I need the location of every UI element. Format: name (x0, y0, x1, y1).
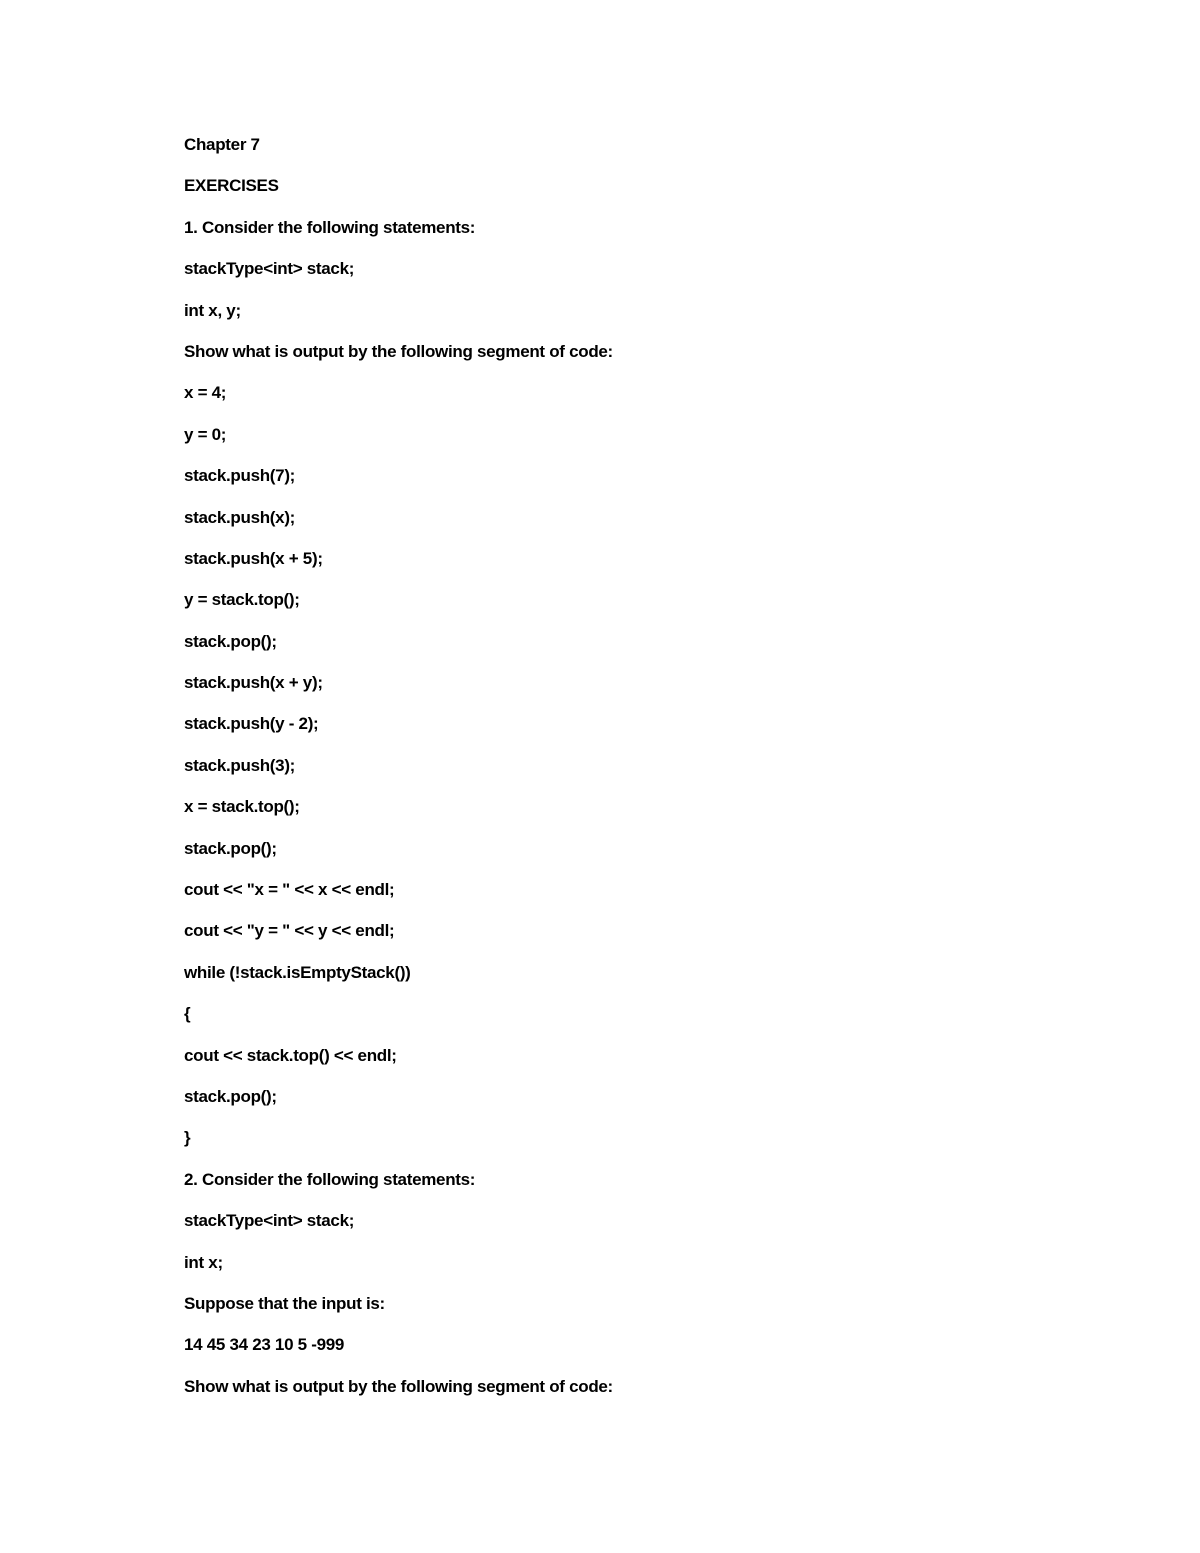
code-line: cout << "x = " << x << endl; (184, 880, 395, 900)
code-line: } (184, 1128, 191, 1148)
code-line: stack.pop(); (184, 631, 277, 651)
code-line: { (184, 1004, 191, 1024)
code-line: x = 4; (184, 383, 227, 403)
chapter-title: Chapter 7 (184, 135, 260, 154)
code-line: stack.push(x + 5); (184, 548, 323, 568)
code-line: stack.push(x + y); (184, 673, 323, 693)
code-line: x = stack.top(); (184, 797, 300, 817)
code-line: stack.push(3); (184, 755, 296, 775)
code-line: stack.pop(); (184, 838, 277, 858)
exercise-1-declaration: int x, y; (184, 300, 241, 320)
exercise-1-instruction: Show what is output by the following segment of code: (184, 341, 613, 361)
exercise-2-instruction: Show what is output by the following segment of code: (184, 1376, 613, 1396)
code-line: stack.push(7); (184, 466, 296, 486)
code-line: stack.push(y - 2); (184, 714, 319, 734)
code-line: stack.pop(); (184, 1086, 277, 1106)
code-line: cout << "y = " << y << endl; (184, 921, 395, 941)
exercise-2-prompt: 2. Consider the following statements: (184, 1169, 476, 1189)
code-line: stack.push(x); (184, 507, 296, 527)
exercise-1-prompt: 1. Consider the following statements: (184, 217, 476, 237)
code-line: y = 0; (184, 424, 227, 444)
document-content (184, 133, 1084, 1416)
exercise-2-input-label: Suppose that the input is: (184, 1293, 385, 1313)
exercise-1-declaration: stackType<int> stack; (184, 259, 355, 279)
code-line: cout << stack.top() << endl; (184, 1045, 397, 1065)
code-line: while (!stack.isEmptyStack()) (184, 962, 411, 982)
code-line: y = stack.top(); (184, 590, 300, 610)
exercise-2-declaration: stackType<int> stack; (184, 1211, 355, 1231)
exercise-2-input-values: 14 45 34 23 10 5 -999 (184, 1335, 345, 1355)
section-heading: EXERCISES (184, 176, 279, 196)
exercise-2-declaration: int x; (184, 1252, 223, 1272)
